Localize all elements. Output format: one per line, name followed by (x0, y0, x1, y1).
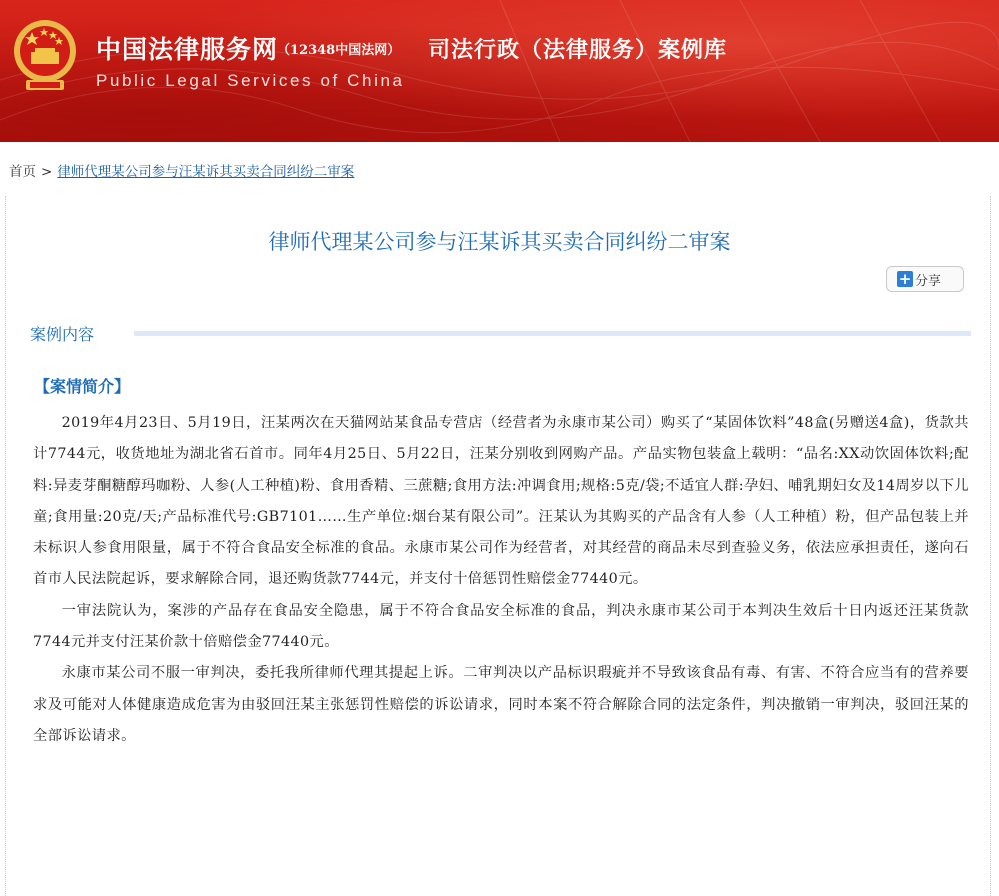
breadcrumb-current-link[interactable]: 律师代理某公司参与汪某诉其买卖合同纠纷二审案 (57, 164, 355, 180)
site-name: 中国法律服务网 (96, 35, 279, 64)
section-divider (134, 331, 971, 336)
article-title: 律师代理某公司参与汪某诉其买卖合同纠纷二审案 (268, 230, 731, 254)
section-heading: 案例内容 (30, 325, 95, 344)
paragraph: 一审法院认为，案涉的产品存在食品安全隐患，属于不符合食品安全标准的食品，判决永康市某公司于本判决生效后十日内返还汪某货款7744元并支付汪某价款十倍赔偿金77440元。 (33, 602, 969, 651)
case-summary-heading: 【案情简介】 (34, 377, 131, 396)
breadcrumb (9, 160, 354, 180)
site-tag: （12348中国法网） (277, 43, 401, 58)
paragraph: 2019年4月23日、5月19日，汪某两次在天猫网站某食品专营店（经营者为永康市某公司）购买了“某固体饮料”48盒(另赠送4盒)，货款共计7744元，收货地址为湖北省石首市。同年4月25日、5月22日，汪某分别收到网购产品。产品实物包装盒上载明：“品名:XX动饮固体饮料;配料:异麦芽酮糖醇玛咖粉、人参(人工种植)粉、食用香精、三蔗糖;食用方法:冲调食用;规格:5克/袋;不适宜人群:孕妇、哺乳期妇女及14周岁以下儿童;食用量:20克/天;产品标准代号:GB7101……生产单位:烟台某有限公司”。汪某认为其购买的产品含有人参（人工种植）粉，但产品包装上并未标识人参食用限量，属于不符合食品安全标准的食品。永康市某公司作为经营者，对其经营的商品未尽到查验义务，依法应承担责任，遂向石首市人民法院起诉，要求解除合同，退还购货款7744元，并支付十倍惩罚性赔偿金77440元。 (33, 415, 969, 588)
article-body (33, 408, 969, 752)
national-emblem-icon (12, 18, 78, 94)
share-button-label: 分享 (915, 273, 942, 289)
share-button[interactable] (886, 266, 964, 292)
site-subtitle: Public Legal Services of China (96, 71, 405, 90)
breadcrumb-separator: > (41, 164, 53, 180)
section-name: 司法行政（法律服务）案例库 (428, 38, 728, 63)
breadcrumb-home-link[interactable]: 首页 (9, 164, 36, 180)
plus-icon: + (898, 270, 912, 288)
paragraph: 永康市某公司不服一审判决，委托我所律师代理其提起上诉。二审判决以产品标识瑕疵并不导致该食品有毒、有害、不符合应当有的营养要求及可能对人体健康造成危害为由驳回汪某主张惩罚性赔偿的诉讼请求，同时本案不符合解除合同的法定条件，判决撤销一审判决，驳回汪某的全部诉讼请求。 (33, 665, 969, 744)
site-header-banner (0, 0, 999, 142)
